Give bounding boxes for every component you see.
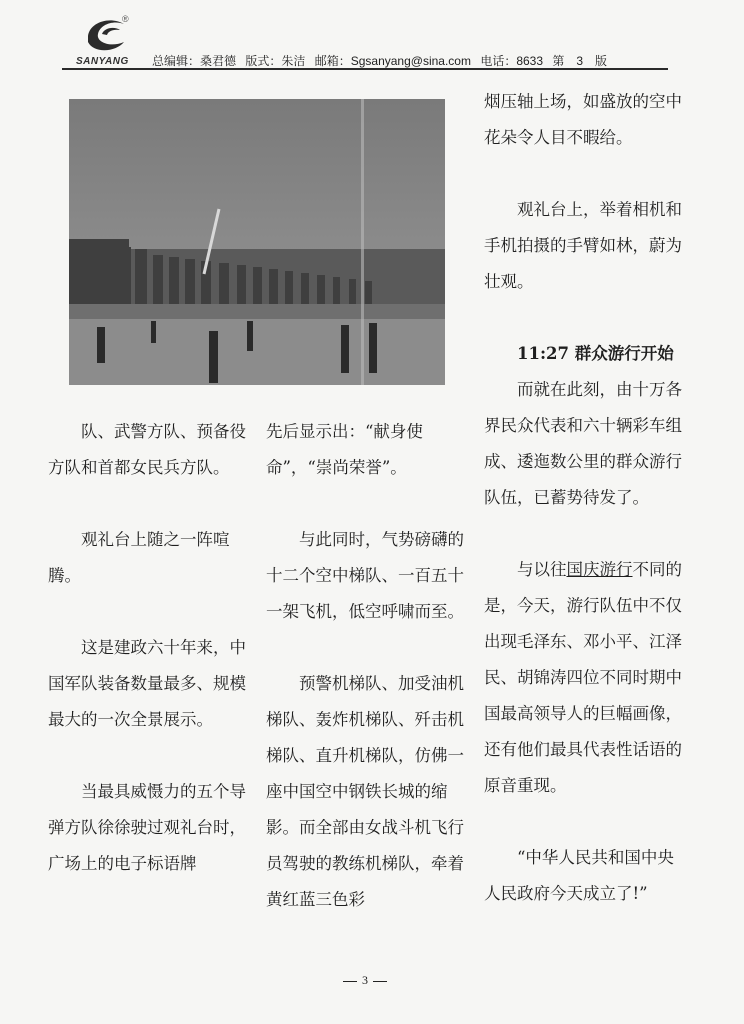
parade-photo-icon — [69, 99, 445, 385]
sanyang-logo — [76, 14, 140, 68]
paragraph-rest: 不同的是，今天，游行队伍中不仅出现毛泽东、邓小平、江泽民、胡锦涛四位不同时期中国最高领导人的巨幅画像，还有他们最具代表性话语的原音重现。 — [484, 560, 682, 795]
paragraph: 先后显示出：“献身使命”，“崇尚荣誉”。 — [266, 422, 423, 477]
column-middle — [266, 414, 464, 918]
registered-mark: ® — [122, 14, 129, 24]
column-right — [484, 84, 682, 912]
dash-right — [373, 981, 387, 982]
parade-photo — [69, 99, 445, 385]
paragraph: 预警机梯队、加受油机梯队、轰炸机梯队、歼击机梯队、直升机梯队，仿佛一座中国空中钢铁长城的缩影。而全部由女战斗机飞行员驾驶的教练机梯队，牵着黄红蓝三色彩 — [266, 674, 464, 909]
paragraph: 这是建政六十年来，中国军队装备数量最多、规模最大的一次全景展示。 — [48, 638, 246, 729]
masthead-info — [152, 52, 613, 69]
paragraph: 观礼台上随之一阵喧腾。 — [48, 530, 230, 585]
email[interactable]: 邮箱：Sgsanyang@sina.com — [314, 54, 471, 68]
paragraph: 而就在此刻，由十万各界民众代表和六十辆彩车组成、逶迤数公里的群众游行队伍，已蓄势待发了。 — [484, 380, 682, 507]
page-label: 第 3 版 — [552, 54, 608, 68]
national-day-parade-link[interactable]: 国庆游行 — [566, 560, 633, 579]
column-left — [48, 414, 248, 882]
logo-text: SANYANG — [76, 56, 129, 67]
paragraph: 观礼台上，举着相机和手机拍摄的手臂如林，蔚为壮观。 — [484, 200, 682, 291]
phone: 电话：8633 — [480, 54, 544, 68]
paragraph: 队、武警方队、预备役方队和首都女民兵方队。 — [48, 422, 246, 477]
page-number-text: 3 — [362, 973, 368, 987]
paragraph-start: 与以往 — [517, 560, 567, 579]
paragraph: 当最具威慑力的五个导弹方队徐徐驶过观礼台时，广场上的电子标语牌 — [48, 782, 246, 873]
paragraph: “中华人民共和国中央人民政府今天成立了!” — [484, 848, 674, 903]
layout-editor: 版式：朱洁 — [245, 54, 306, 68]
paragraph: 烟压轴上场，如盛放的空中花朵令人目不暇给。 — [484, 92, 682, 147]
chief-editor: 总编辑：桑君德 — [152, 54, 237, 68]
header-divider — [62, 68, 668, 70]
section-subheading: 11:27 群众游行开始 — [517, 344, 674, 363]
paragraph: 与此同时，气势磅礴的十二个空中梯队、一百五十一架飞机，低空呼啸而至。 — [266, 530, 464, 621]
page-number — [330, 973, 400, 988]
paragraph — [484, 552, 682, 804]
dash-left — [343, 981, 357, 982]
